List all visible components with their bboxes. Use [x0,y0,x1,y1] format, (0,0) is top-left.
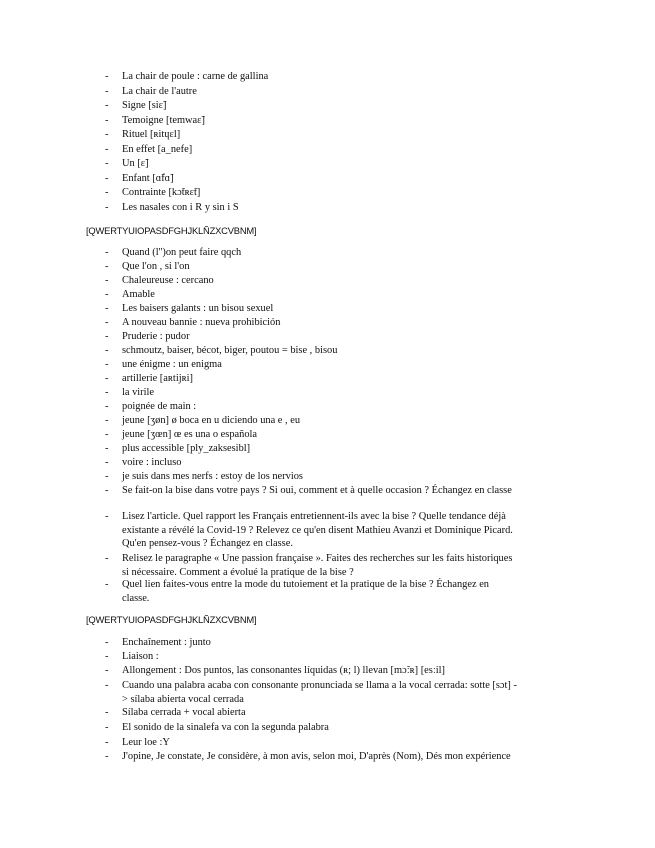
bullet-dash: - [105,275,109,286]
bullet-dash: - [105,158,109,169]
bullet-dash: - [105,722,109,733]
bullet-dash: - [105,317,109,328]
bullet-dash: - [105,303,109,314]
bullet-dash: - [105,345,109,356]
bullet-dash: - [105,471,109,482]
bullet-dash: - [105,737,109,748]
bullet-dash: - [105,289,109,300]
bullet-dash: - [105,359,109,370]
bullet-dash: - [105,707,109,718]
document-page: - La chair de poule : carne de gallina - La chair de l'autre - Signe [siɛ̃] - Temoigne [temwaɛ̃] - Rituel [ʀitɥɛl] - En effet [a_nefe] - Un [ɛ̃] - Enfant [ɑ̃fɑ̃] - Contrainte [kɔ̃tʀɛ̃t] - Les nasales con i R y sin i S [QWERTYUIOPASDFGHJKLÑZXCVBNM] - Quand (l'')on peut faire qqch - Que l'on , si l'on - Chaleureuse : cercano - Amable - Les baisers galants : un bisou sexuel - A nouveau bannie : nueva prohibición - Pruderie : pudor - schmoutz, baiser, bécot, biger, poutou = bise , bisou - une énigme : un enigma - artillerie [aʀtijʀi] - la virile - poignée de main : - jeune [ʒøn] ø boca en u diciendo una e , eu - jeune [ʒœn] œ es una o española - plus accessible [ply_zaksesibl] - voire : incluso - je suis dans mes nerfs : estoy de los nervios - Se fait-on la bise dans votre pays ? Si oui, comment et à quelle occasion ? Échangez en classe - Lisez l'article. Quel rapport les Français entretiennent-ils avec la bise ? Quelle tendance déjà existante a révélé la Covid-19 ? Relevez ce qu'en disent Mathieu Avanzi et Dominique Picard. Qu'en pensez-vous ? Échangez en classe. - Relisez le paragraphe « Une passion française ». Faites des recherches sur les faits historiques si nécessaire. Comment a évolué la pratique de la bise ? - Quel lien faites-vous entre la mode du tutoiement et la pratique de la bise ? Échangez en classe. [QWERTYUIOPASDFGHJKLÑZXCVBNM] - Enchaînement : junto - Liaison : - Allongement : Dos puntos, las consonantes líquidas (ʀ; l) llevan [mɔ̃ːʀ] [esːil] - Cuando una palabra acaba con consonante pronunciada se llama a la vocal cerrada: sotte [sɔt] -> sílaba abierta vocal cerrada - Sílaba cerrada + vocal abierta - El sonido de la sinalefa va con la segunda palabra - Leur loe :Y - J'opine, Je constate, Je considère, à mon avis, selon moi, D'après (Nom), Dés mon expérience [0,0,655,848]
bullet-dash: - [105,331,109,342]
bullet-dash: - [105,187,109,198]
bullet-dash: - [105,129,109,140]
bullet-dash: - [105,665,109,676]
bullet-dash: - [105,387,109,398]
bullet-dash: - [105,173,109,184]
bullet-dash: - [105,511,109,522]
bullet-dash: - [105,71,109,82]
bullet-dash: - [105,553,109,564]
keyboard-heading: [QWERTYUIOPASDFGHJKLÑZXCVBNM] [86,614,257,625]
bullet-dash: - [105,100,109,111]
bullet-dash: - [105,443,109,454]
bullet-dash: - [105,115,109,126]
bullet-dash: - [105,415,109,426]
bullet-dash: - [105,401,109,412]
bullet-dash: - [105,457,109,468]
bullet-dash: - [105,637,109,648]
bullet-dash: - [105,202,109,213]
bullet-dash: - [105,579,109,590]
bullet-dash: - [105,751,109,762]
bullet-dash: - [105,651,109,662]
bullet-dash: - [105,429,109,440]
bullet-dash: - [105,261,109,272]
keyboard-heading: [QWERTYUIOPASDFGHJKLÑZXCVBNM] [86,225,257,236]
bullet-dash: - [105,373,109,384]
bullet-dash: - [105,485,109,496]
bullet-dash: - [105,247,109,258]
bullet-dash: - [105,680,109,691]
bullet-dash: - [105,86,109,97]
bullet-dash: - [105,144,109,155]
